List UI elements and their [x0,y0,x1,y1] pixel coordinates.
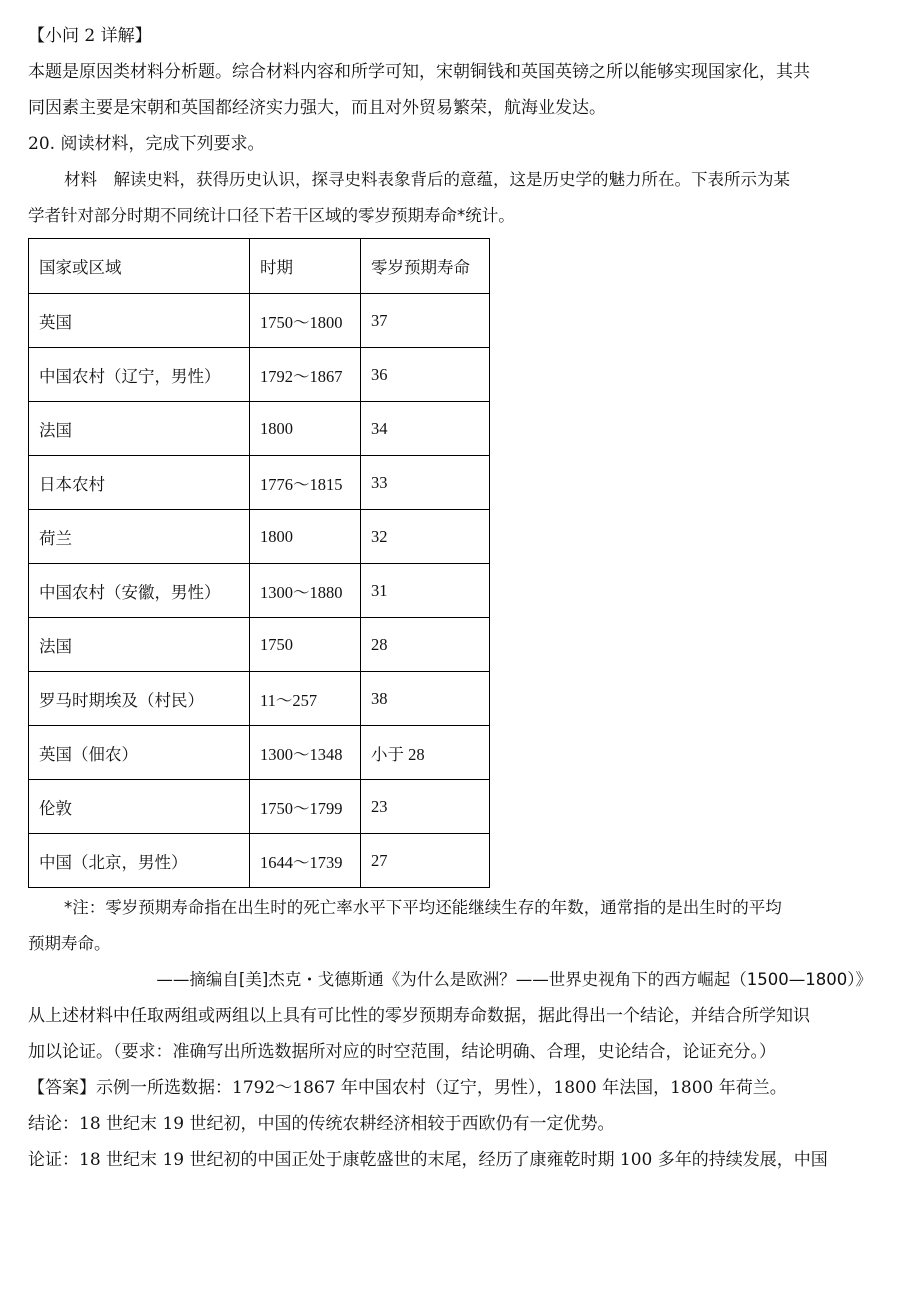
cell-period: 1750～1799 [250,780,361,834]
material-line-1: 材料 解读史料，获得历史认识，探寻史料表象背后的意蕴，这是历史学的魅力所在。下表所示为某 [64,170,790,189]
cell-region: 英国 [29,294,250,348]
table-row [29,456,490,510]
cell-region: 日本农村 [29,456,250,510]
cell-period: 1800 [250,402,361,456]
cell-region: 中国农村（辽宁，男性） [29,348,250,402]
conclusion-line: 结论：18 世纪末 19 世纪初，中国的传统农耕经济相较于西欧仍有一定优势。 [28,1114,615,1134]
cell-period: 1300～1348 [250,726,361,780]
table-row [29,780,490,834]
material-line-2: 学者针对部分时期不同统计口径下若干区域的零岁预期寿命*统计。 [28,206,515,225]
life-expectancy-table [28,238,490,888]
cell-life-expectancy: 33 [361,456,490,510]
cell-life-expectancy: 28 [361,618,490,672]
cell-period: 1792～1867 [250,348,361,402]
cell-period: 1644～1739 [250,834,361,888]
document-page [28,18,876,1178]
cell-life-expectancy: 23 [361,780,490,834]
cell-life-expectancy: 38 [361,672,490,726]
note-line-1: *注：零岁预期寿命指在出生时的死亡率水平下平均还能继续生存的年数，通常指的是出生时的平均 [64,898,782,917]
cell-region: 罗马时期埃及（村民） [29,672,250,726]
cell-life-expectancy: 37 [361,294,490,348]
table-row [29,294,490,348]
cell-period: 1800 [250,510,361,564]
table-header-row [29,239,490,294]
header-life-expectancy: 零岁预期寿命 [361,239,490,294]
cell-region: 中国（北京，男性） [29,834,250,888]
table-row [29,564,490,618]
cell-period: 1750～1800 [250,294,361,348]
cell-region: 荷兰 [29,510,250,564]
cell-period: 1776～1815 [250,456,361,510]
cell-period: 1300～1880 [250,564,361,618]
argument-line: 论证：18 世纪末 19 世纪初的中国正处于康乾盛世的末尾，经历了康雍乾时期 100 多年的持续发展，中国 [28,1150,828,1170]
table-row [29,510,490,564]
header-period: 时期 [250,239,361,294]
note-line-2: 预期寿命。 [28,934,111,953]
cell-life-expectancy: 36 [361,348,490,402]
cell-period: 11～257 [250,672,361,726]
table-row [29,402,490,456]
cell-period: 1750 [250,618,361,672]
table-row [29,348,490,402]
cell-region: 法国 [29,618,250,672]
cell-region: 中国农村（安徽，男性） [29,564,250,618]
section-header: 【小问 2 详解】 [28,26,152,46]
answer-line: 【答案】示例一所选数据：1792～1867 年中国农村（辽宁，男性），1800 年法国，1800 年荷兰。 [28,1078,787,1098]
question-heading: 20. 阅读材料，完成下列要求。 [28,134,265,154]
header-region: 国家或区域 [29,239,250,294]
cell-life-expectancy: 27 [361,834,490,888]
cell-life-expectancy: 34 [361,402,490,456]
cell-region: 伦敦 [29,780,250,834]
explain-line-1: 本题是原因类材料分析题。综合材料内容和所学可知，宋朝铜钱和英国英镑之所以能够实现国家化，其共 [28,62,810,82]
explain-line-2: 同因素主要是宋朝和英国都经济实力强大，而且对外贸易繁荣，航海业发达。 [28,98,606,118]
table-row [29,672,490,726]
cell-region: 法国 [29,402,250,456]
cell-life-expectancy: 32 [361,510,490,564]
cell-life-expectancy: 小于 28 [361,726,490,780]
cell-life-expectancy: 31 [361,564,490,618]
requirement-line-2: 加以论证。（要求：准确写出所选数据所对应的时空范围，结论明确、合理，史论结合，论证充分。） [28,1042,776,1062]
table-row [29,834,490,888]
table-row [29,618,490,672]
source-citation: ——摘编自[美]杰克・戈德斯通《为什么是欧洲？——世界史视角下的西方崛起（1500—1800）》 [156,970,872,989]
requirement-line-1: 从上述材料中任取两组或两组以上具有可比性的零岁预期寿命数据，据此得出一个结论，并结合所学知识 [28,1006,810,1026]
cell-region: 英国（佃农） [29,726,250,780]
table-row [29,726,490,780]
